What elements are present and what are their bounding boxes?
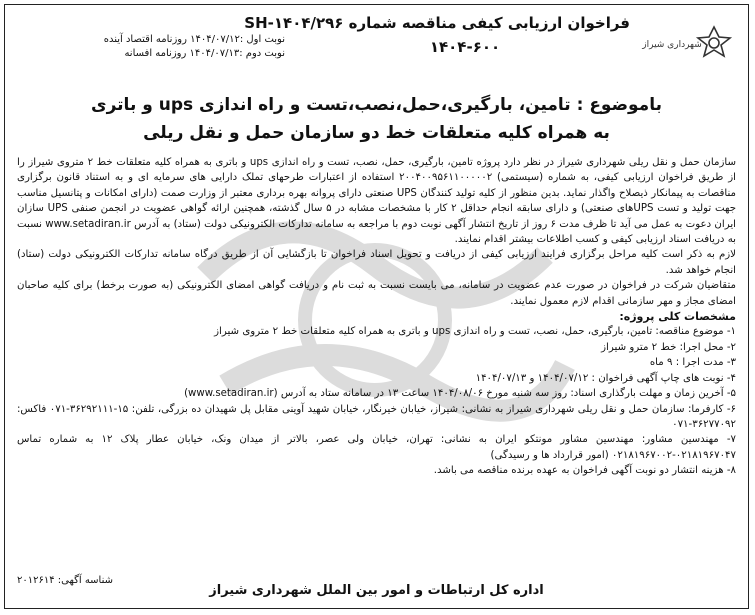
body-paragraph-3: متقاضیان شرکت در فراخوان در صورت عدم عضویت در سامانه، می بایست نسبت به ثبت نام و دریافت گواهی امضای الکترونیکی (به صورت برخط) برای کلیه صاحبان امضای مجاز و مهر سازمانی اقدام لازم معمول نمایند.: [17, 280, 736, 307]
section-title: مشخصات کلی پروژه:: [619, 310, 736, 324]
tender-notice: [4, 4, 749, 609]
notice-body: [17, 155, 736, 479]
subject-line-1: باموضوع : تامین، بارگیری،حمل،نصب،تست و راه اندازی ups و باتری: [91, 95, 662, 115]
notice-title: [244, 11, 630, 59]
list-item: ۶- کارفرما: سازمان حمل و نقل ریلی شهرداری شیراز به نشانی: شیراز، خیابان خیرنگار، خیابان شهید آوینی مقابل پل شهیدان ده بزرگی، تلفن: ۱۵-۳۶۲۹۲۱۱۱-۰۷۱ فاکس: ۳۶۲۷۷۰۹۲-۰۷۱: [17, 403, 736, 430]
body-paragraph-1: سازمان حمل و نقل ریلی شهرداری شیراز در نظر دارد پروژه تامین، بارگیری، حمل، نصب، تست و راه اندازی ups و باتری به همراه کلیه متعلقات خط ۲ متروی شیراز را از طریق فراخوان ارزیابی کیفی، به شماره (سیستمی) ۲۰۰۴۰۰۹۵۶۱۱۰۰۰۰۰۲ استفاده از اعتبارات طرحهای تملک دارایی های سرمایه ای و به استناد قانون برگزاری مناقصات به پیمانکار ذیصلاح واگذار نماید. بدین منظور از کلیه تولید کنندگان UPS صنعتی دارای پروانه بهره برداری معتبر از وزارت صمت (دارای امکانات و پتانسیل مناسب جهت تولید و تست UPSهای صنعتی) و دارای سابقه انجام حداقل ۲ کار با مشخصات مشابه در ۵ سال گذشته، همچنین ارائه گواهی عضویت در انجمن صنفی UPS سازان ایران دعوت به عمل می آید تا ظرف مدت ۶ روز از تاریخ انتشار آگهی نوبت دوم با مراجعه به سامانه تدارکات الکترونیکی دولت (ستاد) به آدرس www.setadiran.ir نسبت به دریافت اسناد ارزیابی کیفی و کسب اطلاعات بیشتر اقدام نمایند.: [17, 157, 737, 246]
list-item: ۴- نوبت های چاپ آگهی فراخوان : ۱۴۰۴/۰۷/۱۲ و ۱۴۰۴/۰۷/۱۳: [475, 372, 736, 384]
municipality-logo-icon: [634, 15, 734, 71]
ad-identifier: شناسه آگهی: ۲۰۱۲۶۱۴: [17, 575, 114, 586]
body-paragraph-2: لازم به ذکر است کلیه مراحل برگزاری فرایند ارزیابی کیفی از دریافت و تحویل اسناد فراخوان تا بازگشایی آن از طریق درگاه سامانه تدارکات الکترونیکی دولت (ستاد) انجام خواهد شد.: [17, 249, 736, 276]
title-line-2: ۱۴۰۴-۶۰۰: [429, 38, 501, 56]
subject-line-2: به همراه کلیه متعلقات خط دو سازمان حمل و نقل ریلی: [143, 123, 610, 143]
footer-issuer: اداره کل ارتباطات و امور بین الملل شهرداری شیراز: [209, 583, 544, 598]
list-item: ۳- مدت اجرا : ۹ ماه: [649, 357, 736, 369]
subject-heading: [13, 91, 740, 147]
list-item: ۸- هزینه انتشار دو نوبت آگهی فراخوان به عهده برنده مناقصه می باشد.: [433, 465, 736, 477]
publication-dates: [15, 33, 285, 61]
list-item: ۲- محل اجرا: خط ۲ مترو شیراز: [601, 341, 736, 353]
pub-second: نوبت دوم :۱۴۰۴/۰۷/۱۳ روزنامه افسانه: [124, 48, 285, 59]
list-item: ۵- آخرین زمان و مهلت بارگذاری اسناد: روز سه شنبه مورخ ۱۴۰۴/۰۸/۰۶ ساعت ۱۳ در سامانه ستاد به آدرس (www.setadiran.ir): [184, 388, 736, 400]
pub-first: نوبت اول :۱۴۰۴/۰۷/۱۲ روزنامه اقتصاد آینده: [103, 34, 285, 45]
title-line-1: فراخوان ارزیابی کیفی مناقصه شماره SH-۱۴۰۴/۲۹۶: [244, 14, 630, 32]
list-item: ۱- موضوع مناقصه: تامین، بارگیری، حمل، نصب، تست و راه اندازی ups و باتری به همراه کلیه متعلقات خط ۲ متروی شیراز: [214, 326, 736, 338]
logo-text: شهرداری شیراز: [642, 40, 702, 50]
list-item: ۷- مهندسین مشاور: مهندسین مشاور مونتکو ایران به نشانی: تهران، خیابان ولی عصر، بالاتر از میدان ونک، خیابان عطار پلاک ۱۲ به شماره تماس ۰۲۱۸۱۹۶۷۰۴۷-۰۲۱۸۱۹۶۷۰۰۲ (امور قرارداد ها و رسیدگی): [17, 434, 736, 461]
header: [5, 5, 748, 80]
